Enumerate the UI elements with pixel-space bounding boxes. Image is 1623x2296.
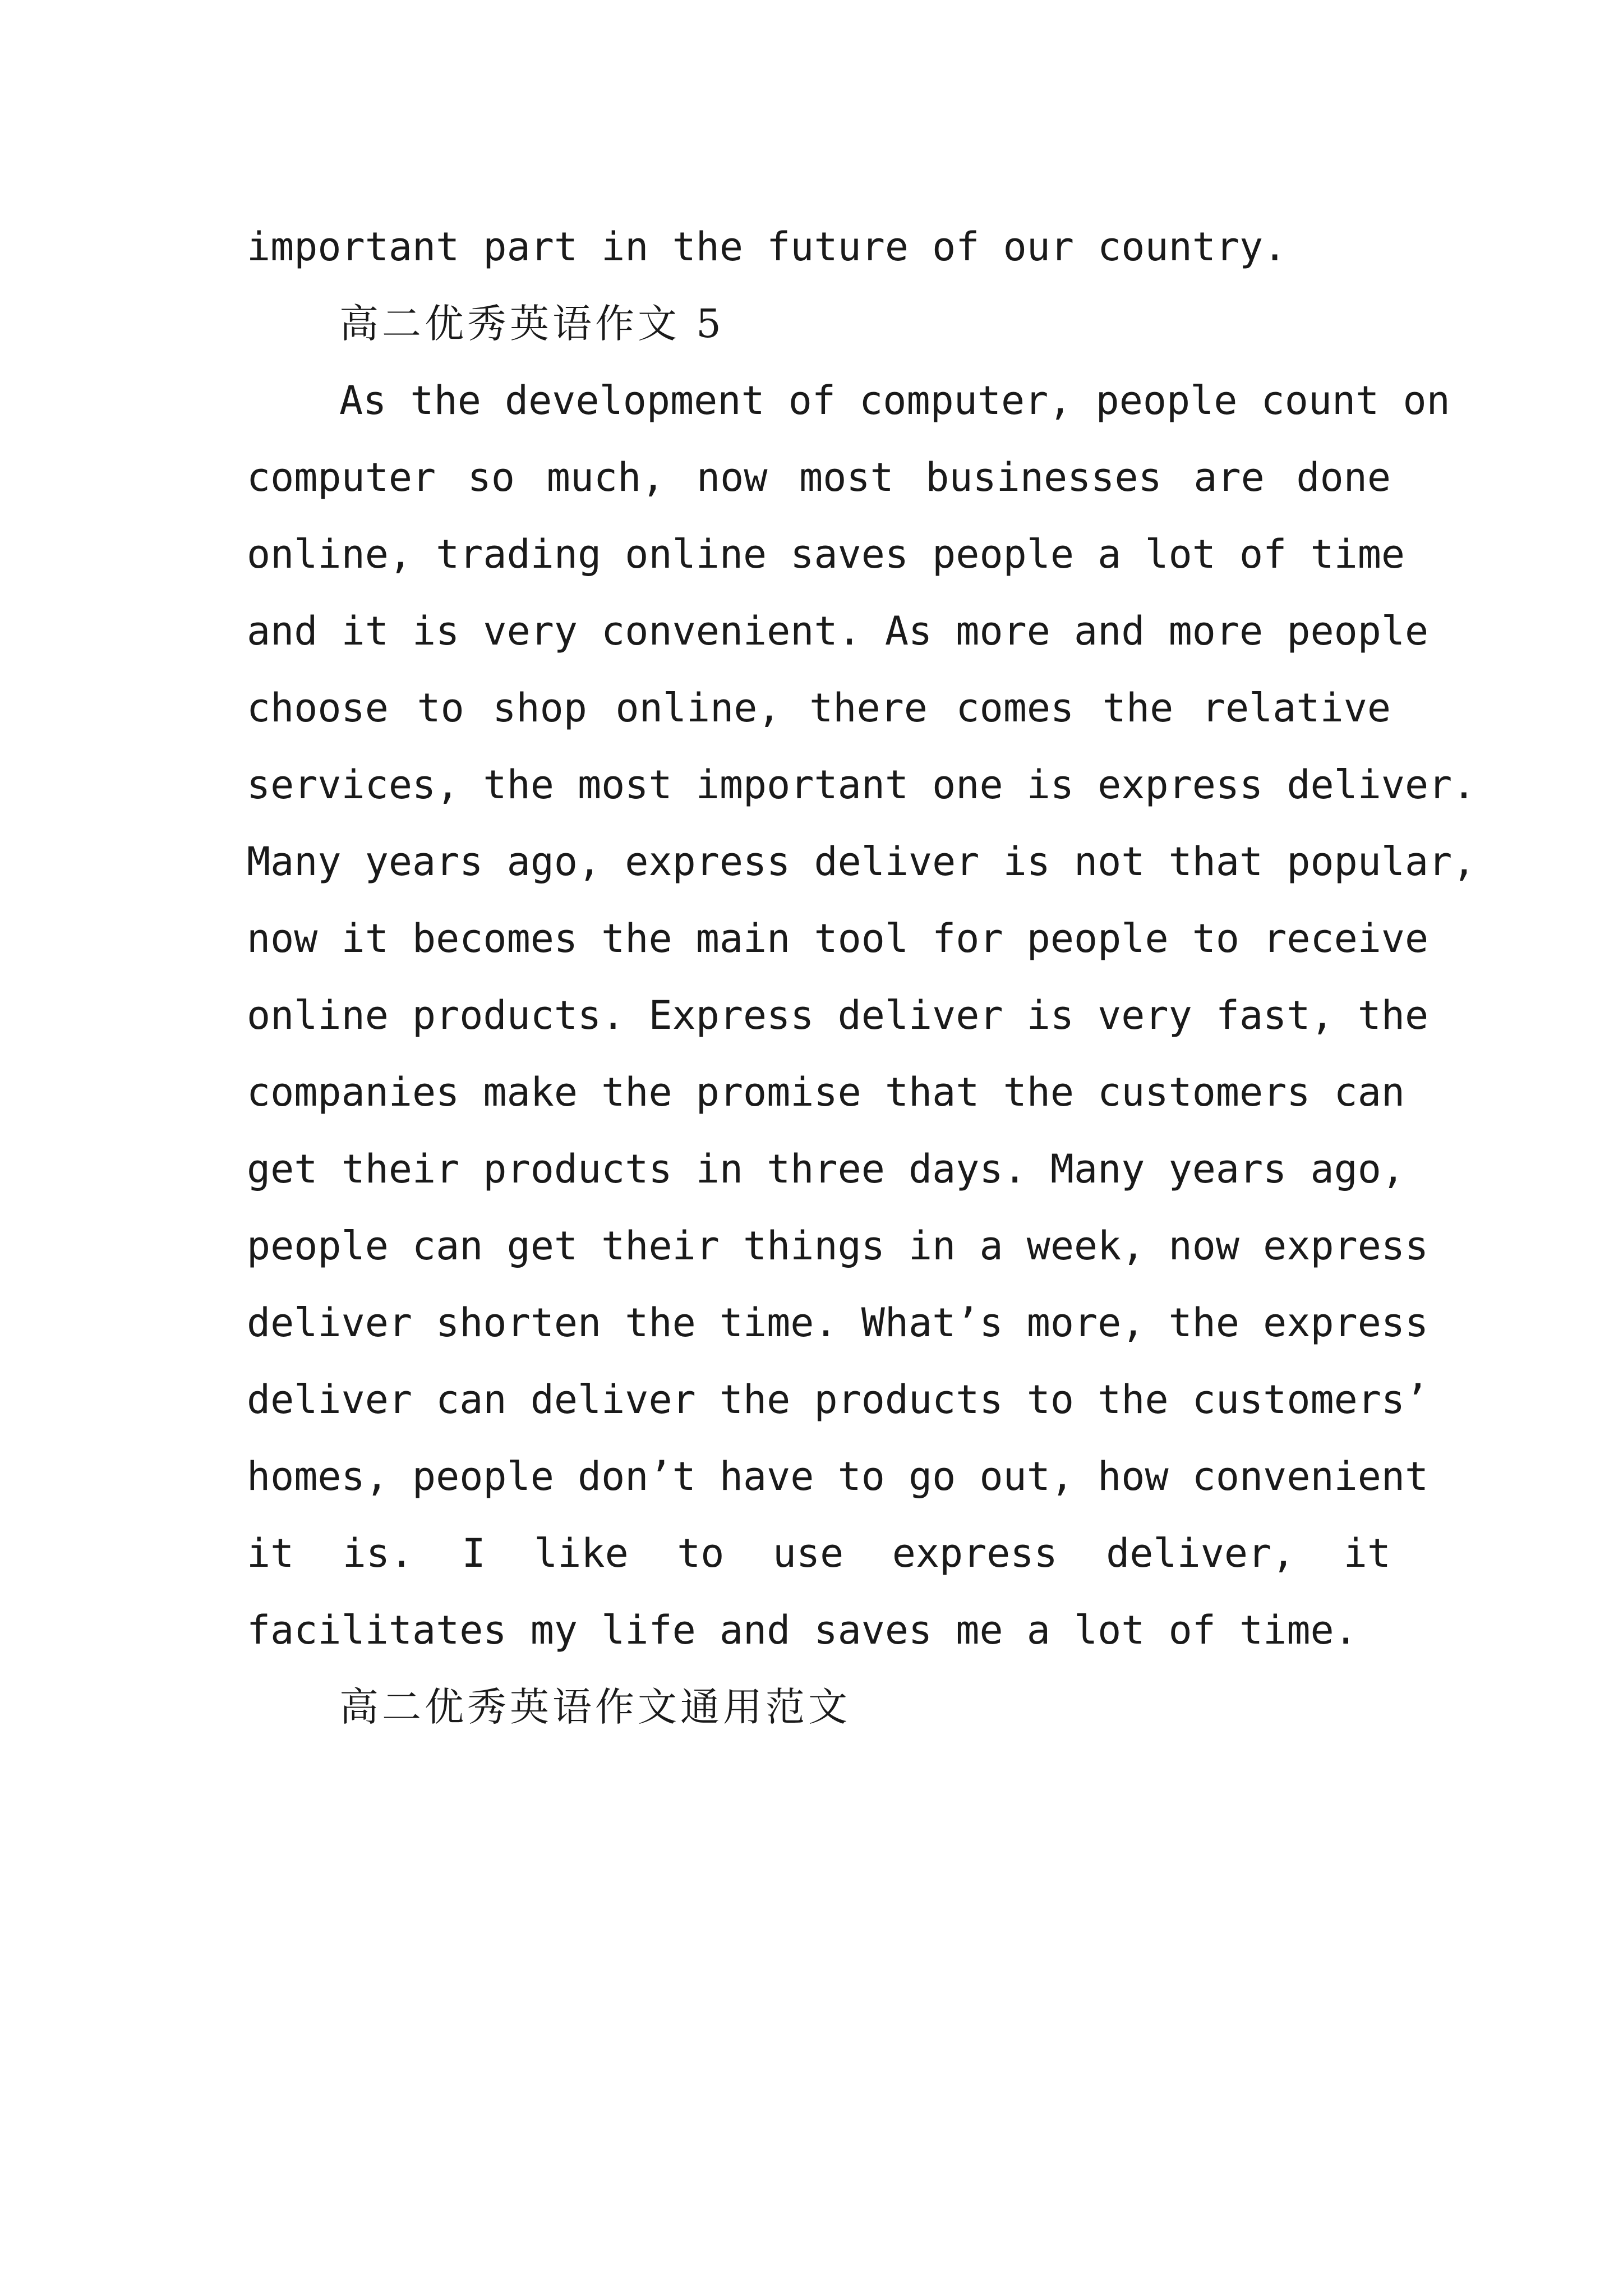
- text-line: deliver can deliver the products to the customers’: [247, 1377, 1429, 1423]
- section-heading: 高二优秀英语作文通用范文: [339, 1684, 851, 1730]
- text-line: facilitates my life and saves me a lot of time.: [247, 1607, 1358, 1653]
- text-line: it is. I like to use express deliver, it: [247, 1530, 1391, 1576]
- text-line: now it becomes the main tool for people to receive: [247, 915, 1429, 961]
- text-line: people can get their things in a week, now express: [247, 1223, 1429, 1269]
- text-line: As the development of computer, people count on: [339, 378, 1450, 424]
- section-heading: 高二优秀英语作文 5: [339, 301, 725, 347]
- text-line: choose to shop online, there comes the relative: [247, 685, 1391, 731]
- text-line: get their products in three days. Many years ago,: [247, 1146, 1405, 1192]
- text-line: services, the most important one is express deliver.: [247, 762, 1476, 808]
- text-line: and it is very convenient. As more and more people: [247, 608, 1429, 654]
- text-line: online, trading online saves people a lot of time: [247, 531, 1405, 577]
- text-line: computer so much, now most businesses are done: [247, 454, 1391, 500]
- text-line: online products. Express deliver is very fast, the: [247, 992, 1429, 1038]
- text-line: deliver shorten the time. What’s more, the express: [247, 1300, 1429, 1346]
- text-line: important part in the future of our country.: [247, 224, 1287, 270]
- text-line: companies make the promise that the customers can: [247, 1069, 1405, 1115]
- text-line: homes, people don’t have to go out, how convenient: [247, 1453, 1429, 1499]
- text-line: Many years ago, express deliver is not that popular,: [247, 839, 1476, 885]
